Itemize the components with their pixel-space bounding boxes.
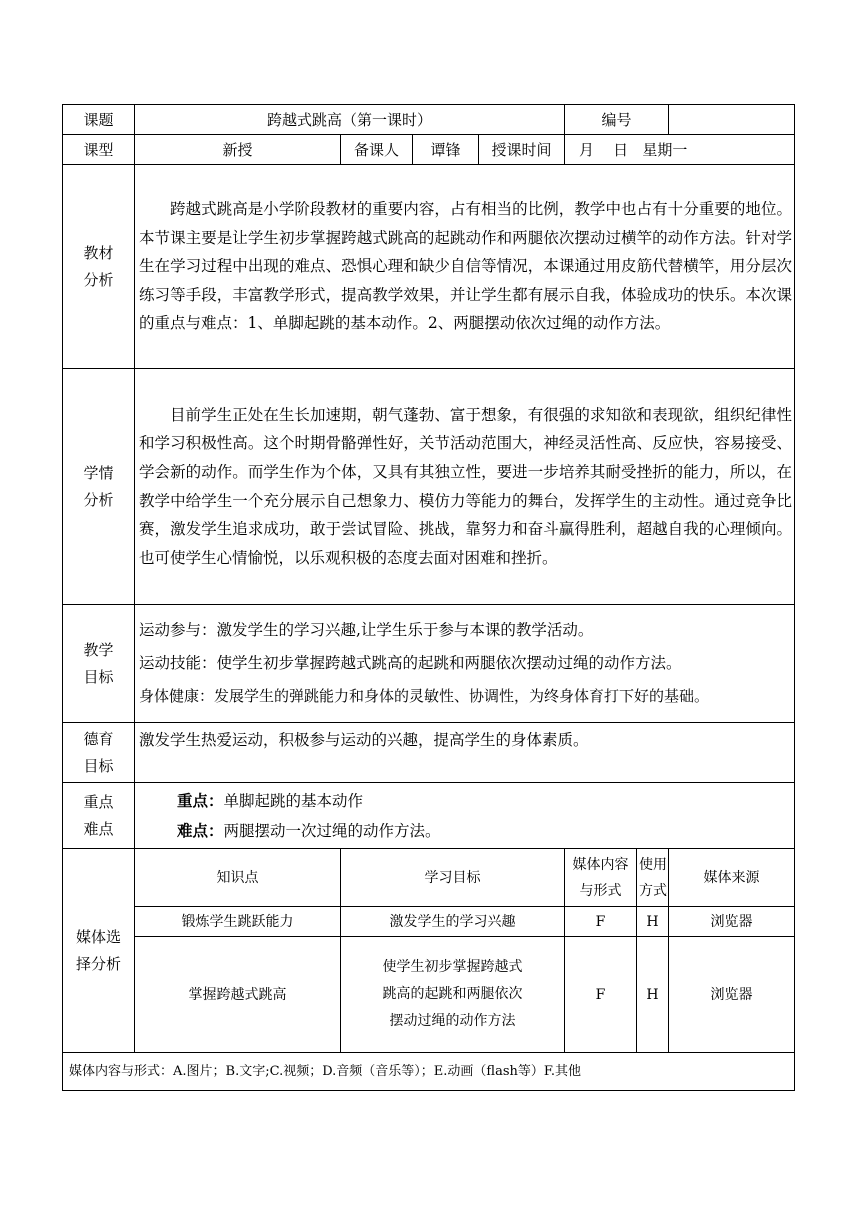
number-label: 编号	[565, 105, 669, 135]
textbook-analysis-label: 教材分析	[63, 165, 135, 369]
type-value: 新授	[135, 135, 341, 165]
number-value	[669, 105, 795, 135]
key-points-row	[63, 783, 795, 849]
media-col-point: 知识点	[135, 849, 341, 907]
teaching-goals-label: 教学目标	[63, 605, 135, 723]
goal-skill: 运动技能：使学生初步掌握跨越式跳高的起跳和两腿依次摆动过绳的动作方法。	[139, 654, 682, 672]
key-point: 重点：单脚起跳的基本动作	[177, 790, 364, 810]
media-usage-cell: H	[637, 937, 669, 1053]
media-point-cell: 掌握跨越式跳高	[135, 937, 341, 1053]
preparer-label: 备课人	[341, 135, 413, 165]
moral-goals-text: 激发学生热爱运动，积极参与运动的兴趣，提高学生的身体素质。	[135, 723, 795, 783]
media-source-cell: 浏览器	[669, 907, 795, 937]
textbook-analysis-text: 跨越式跳高是小学阶段教材的重要内容，占有相当的比例，教学中也占有十分重要的地位。本节课主要是让学生初步掌握跨越式跳高的起跳动作和两腿依次摆动过横竿的动作方法。针对学生在学习过程中出现的难点、恐惧心理和缺少自信等情况，本课通过用皮筋代替横竿，用分层次练习等手段，丰富教学形式，提高教学效果，并让学生都有展示自我，体验成功的快乐。本次课的重点与难点：1、单脚起跳的基本动作。2、两腿摆动依次过绳的动作方法。	[135, 165, 795, 369]
teaching-goals-list	[135, 605, 795, 723]
time-label: 授课时间	[479, 135, 565, 165]
table-row	[63, 907, 795, 937]
goal-participation: 运动参与：激发学生的学习兴趣,让学生乐于参与本课的教学活动。	[139, 621, 594, 639]
media-header-row	[63, 849, 795, 907]
media-col-goal: 学习目标	[341, 849, 565, 907]
media-goal-cell: 激发学生的学习兴趣	[341, 907, 565, 937]
lesson-plan-table	[62, 104, 795, 1091]
media-content-cell: F	[565, 937, 637, 1053]
student-analysis-text: 目前学生正处在生长加速期，朝气蓬勃、富于想象，有很强的求知欲和表现欲，组织纪律性和学习积极性高。这个时期骨骼弹性好，关节活动范围大，神经灵活性高、反应快，容易接受、学会新的动作。而学生作为个体，又具有其独立性，要进一步培养其耐受挫折的能力，所以，在教学中给学生一个充分展示自己想象力、模仿力等能力的舞台，发挥学生的主动性。通过竞争比赛，激发学生追求成功，敢于尝试冒险、挑战，靠努力和奋斗赢得胜利，超越自我的心理倾向。也可使学生心情愉悦，以乐观积极的态度去面对困难和挫折。	[135, 369, 795, 605]
media-point-cell: 锻炼学生跳跃能力	[135, 907, 341, 937]
key-points-label: 重点难点	[63, 783, 135, 849]
media-col-source: 媒体来源	[669, 849, 795, 907]
topic-value: 跨越式跳高（第一课时）	[135, 105, 565, 135]
media-source-cell: 浏览器	[669, 937, 795, 1053]
time-value: 月 日 星期一	[565, 135, 795, 165]
type-row	[63, 135, 795, 165]
key-points-content	[135, 783, 795, 849]
media-analysis-label: 媒体选择分析	[63, 849, 135, 1053]
preparer-value: 谭锋	[413, 135, 479, 165]
textbook-analysis-row	[63, 165, 795, 369]
topic-label: 课题	[63, 105, 135, 135]
moral-goals-row	[63, 723, 795, 783]
hard-point: 难点：两腿摆动一次过绳的动作方法。	[177, 820, 441, 840]
table-row	[63, 937, 795, 1053]
type-label: 课型	[63, 135, 135, 165]
media-content-cell: F	[565, 907, 637, 937]
media-usage-cell: H	[637, 907, 669, 937]
media-col-content: 媒体内容与形式	[565, 849, 637, 907]
topic-row	[63, 105, 795, 135]
media-col-usage: 使用方式	[637, 849, 669, 907]
media-goal-cell: 使学生初步掌握跨越式跳高的起跳和两腿依次摆动过绳的动作方法	[341, 937, 565, 1053]
student-analysis-label: 学情分析	[63, 369, 135, 605]
moral-goals-label: 德育目标	[63, 723, 135, 783]
goal-health: 身体健康：发展学生的弹跳能力和身体的灵敏性、协调性，为终身体育打下好的基础。	[139, 687, 710, 705]
student-analysis-row	[63, 369, 795, 605]
footnote-row	[63, 1053, 795, 1091]
media-footnote: 媒体内容与形式：A.图片；B.文字;C.视频；D.音频（音乐等）；E.动画（flash等）F.其他	[63, 1053, 795, 1091]
teaching-goals-row	[63, 605, 795, 723]
